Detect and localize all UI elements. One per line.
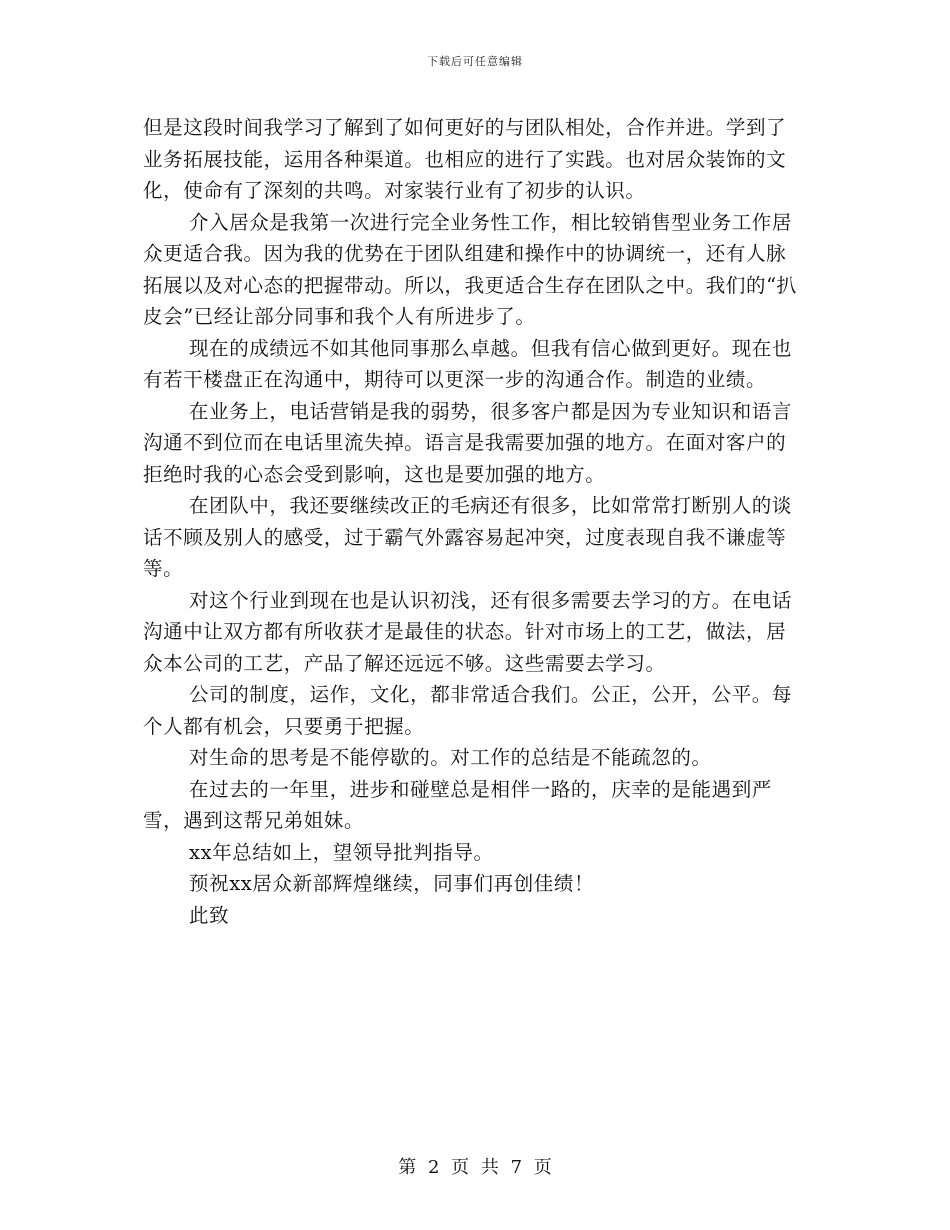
paragraph: 介入居众是我第一次进行完全业务性工作，相比较销售型业务工作居众更适合我。因为我的优势在于团队组建和操作中的协调统一，还有人脉拓展以及对心态的把握带动。所以，我更适合生存在团队之中。我们的“扒皮会”已经让部分同事和我个人有所进步了。 <box>143 210 797 328</box>
paragraph: 公司的制度，运作，文化，都非常适合我们。公正，公开，公平。每个人都有机会，只要勇于把握。 <box>143 683 793 738</box>
paragraph: 现在的成绩远不如其他同事那么卓越。但我有信心做到更好。现在也有若干楼盘正在沟通中，期待可以更深一步的沟通合作。制造的业绩。 <box>143 336 793 391</box>
paragraph: 在业务上，电话营销是我的弱势，很多客户都是因为专业知识和语言沟通不到位而在电话里流失掉。语言是我需要加强的地方。在面对客户的拒绝时我的心态会受到影响，这也是要加强的地方。 <box>143 399 793 486</box>
paragraph: 在团队中，我还要继续改正的毛病还有很多，比如常常打断别人的谈话不顾及别人的感受，过于霸气外露容易起冲突，过度表现自我不谦虚等等。 <box>143 494 793 580</box>
paragraph: xx年总结如上，望领导批判指导。 <box>189 840 494 864</box>
paragraph: 对这个行业到现在也是认识初浅，还有很多需要去学习的方。在电话沟通中让双方都有所收获才是最佳的状态。针对市场上的工艺，做法，居众本公司的工艺，产品了解还远远不够。这些需要去学习。 <box>143 588 793 675</box>
paragraph: 预祝xx居众新部辉煌继续，同事们再创佳绩！ <box>189 872 595 895</box>
paragraph: 但是这段时间我学习了解到了如何更好的与团队相处，合作并进。学到了业务拓展技能，运用各种渠道。也相应的进行了实践。也对居众装饰的文化，使命有了深刻的共鸣。对家装行业有了初步的认识。 <box>143 116 787 202</box>
page-number-footer: 第 2 页 共 7 页 <box>398 1157 552 1178</box>
paragraph: 在过去的一年里，进步和碰壁总是相伴一路的，庆幸的是能遇到严雪，遇到这帮兄弟姐妹。 <box>143 777 772 832</box>
page-header: 下载后可任意编辑 <box>427 55 523 68</box>
paragraph: 对生命的思考是不能停歇的。对工作的总结是不能疏忽的。 <box>189 746 712 769</box>
document-body <box>143 112 803 931</box>
paragraph: 此致 <box>189 903 230 927</box>
